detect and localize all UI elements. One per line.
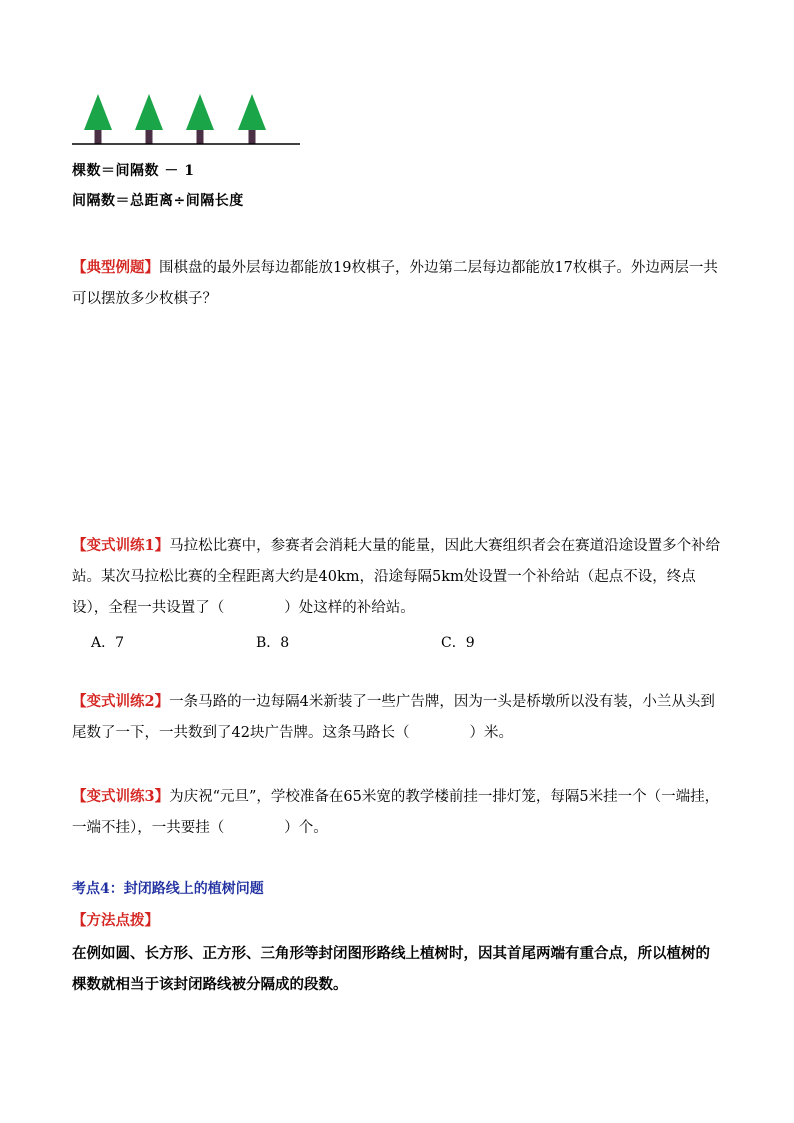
- method-tag: 【方法点拨】: [72, 912, 159, 929]
- exercise-2-text: 一条马路的一边每隔4米新装了一些广告牌，因为一头是桥墩所以没有装，小兰从头到尾数了一下，一共数到了42块广告牌。这条马路长（: [72, 694, 715, 741]
- exercise-2: [72, 686, 722, 749]
- method-text: 在例如圆、长方形、正方形、三角形等封闭图形路线上植树时，因其首尾两端有重合点，所以植树的棵数就相当于该封闭路线被分隔成的段数。: [72, 945, 710, 993]
- exercise-2-text-end: ）米。: [469, 725, 513, 741]
- exercise-1-tag: 【变式训练1】: [72, 537, 170, 554]
- formula-intervals: 间隔数＝总距离÷间隔长度: [72, 193, 244, 209]
- exercise-3-text: 为庆祝“元旦”，学校准备在65米宽的教学楼前挂一排灯笼，每隔5米挂一个（一端挂，一端不挂），一共要挂（: [72, 789, 720, 836]
- tree-icon: [135, 94, 163, 144]
- tree-icon: [186, 94, 214, 144]
- exercise-2-tag: 【变式训练2】: [72, 693, 170, 710]
- example-text: 围棋盘的最外层每边都能放19枚棋子，外边第二层每边都能放17枚棋子。外边两层一共可以摆放多少枚棋子？: [72, 260, 718, 307]
- option-c[interactable]: C．9: [441, 635, 475, 651]
- exercise-1-text-end: ）处这样的补给站。: [284, 600, 415, 616]
- tree-icon: [238, 94, 266, 144]
- exercise-3: [72, 781, 722, 844]
- example-problem: [72, 252, 722, 315]
- option-a[interactable]: A．7: [91, 635, 125, 651]
- exercise-3-text-end: ）个。: [284, 820, 328, 836]
- exercise-3-tag: 【变式训练3】: [72, 788, 170, 805]
- formula-trees: 棵数＝间隔数 － 1: [72, 163, 195, 179]
- example-tag: 【典型例题】: [72, 259, 159, 276]
- exercise-1: [72, 530, 722, 624]
- tree-icon: [84, 94, 112, 144]
- section-title: 考点4：封闭路线上的植树问题: [72, 881, 264, 897]
- option-b[interactable]: B．8: [256, 635, 290, 651]
- tree-illustration: [72, 92, 300, 148]
- exercise-1-text: 马拉松比赛中，参赛者会消耗大量的能量，因此大赛组织者会在赛道沿途设置多个补给站。某次马拉松比赛的全程距离大约是40km，沿途每隔5km处设置一个补给站（起点不设，终点设），全程一共设置了（: [72, 538, 721, 616]
